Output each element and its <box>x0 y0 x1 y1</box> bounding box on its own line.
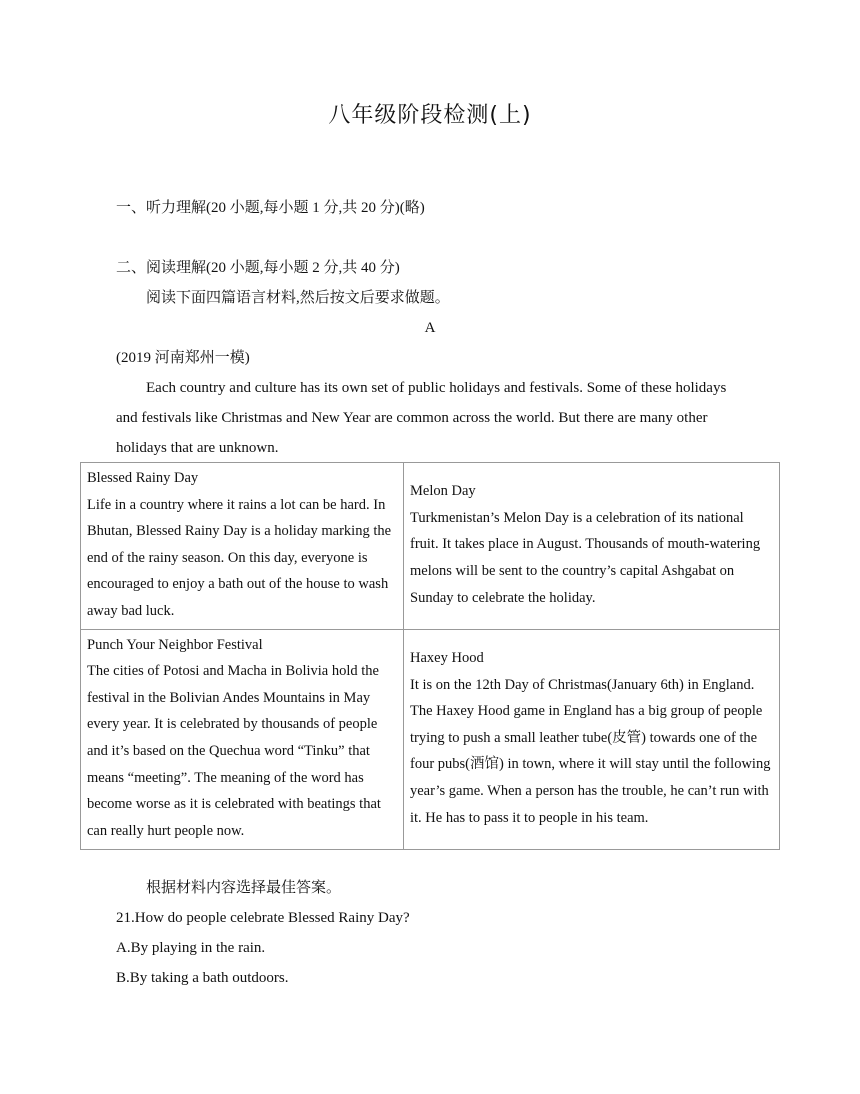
holidays-table <box>80 462 780 850</box>
passage-label: A <box>424 320 436 336</box>
section-listening-heading: 一、听力理解(20 小题,每小题 1 分,共 20 分)(略) <box>116 200 425 216</box>
page-title: 八年级阶段检测(上) <box>328 103 532 128</box>
table-row <box>81 463 780 630</box>
table-cell <box>404 629 780 849</box>
holiday-description: Life in a country where it rains a lot can be hard. In Bhutan, Blessed Rainy Day is a holiday marking the end of the rainy season. On this day, everyone is encouraged to enjoy a bath out of the house to wash away bad luck. <box>87 496 392 619</box>
holiday-description: It is on the 12th Day of Christmas(January 6th) in England. The Haxey Hood game in England has a big group of people trying to push a small leather tube(皮管) towards one of the four pubs(酒馆) in town, where it will stay until the following year’s game. When a person has the trouble, he can’t run with it. He has to pass it to people in his team. <box>410 676 771 826</box>
table-row <box>81 629 780 849</box>
question-instruction: 根据材料内容选择最佳答案。 <box>146 880 342 896</box>
passage-intro: Each country and culture has its own set of public holidays and festivals. Some of these holidays and festivals like Christmas and New Year are common across the world. But there are many other holidays that are unknown. <box>116 380 727 456</box>
holiday-description: The cities of Potosi and Macha in Bolivia hold the festival in the Bolivian Andes Mountains in May every year. It is celebrated by thousands of people and it’s based on the Quechua word “Tinku” that means “meeting”. The meaning of the word has become worse as it is celebrated with beatings that can really hurt people now. <box>87 663 381 839</box>
section-reading-heading: 二、阅读理解(20 小题,每小题 2 分,共 40 分) <box>116 260 400 276</box>
holiday-title: Haxey Hood <box>410 649 484 666</box>
holiday-title: Melon Day <box>410 483 476 500</box>
passage-source: (2019 河南郑州一模) <box>116 350 250 366</box>
holiday-description: Turkmenistan’s Melon Day is a celebration of its national fruit. It takes place in August. Thousands of mouth-watering melons will be sent to the country’s capital Ashgabat on Sunday to celebrate the holiday. <box>410 509 761 606</box>
reading-instruction: 阅读下面四篇语言材料,然后按文后要求做题。 <box>146 290 450 306</box>
option-a: A.By playing in the rain. <box>116 940 266 956</box>
table-cell <box>404 463 780 630</box>
table-cell <box>81 629 404 849</box>
option-b: B.By taking a bath outdoors. <box>116 970 289 986</box>
table-cell <box>81 463 404 630</box>
holiday-title: Punch Your Neighbor Festival <box>87 636 263 653</box>
holiday-title: Blessed Rainy Day <box>87 470 199 486</box>
question-21: 21.How do people celebrate Blessed Rainy Day? <box>116 910 410 926</box>
